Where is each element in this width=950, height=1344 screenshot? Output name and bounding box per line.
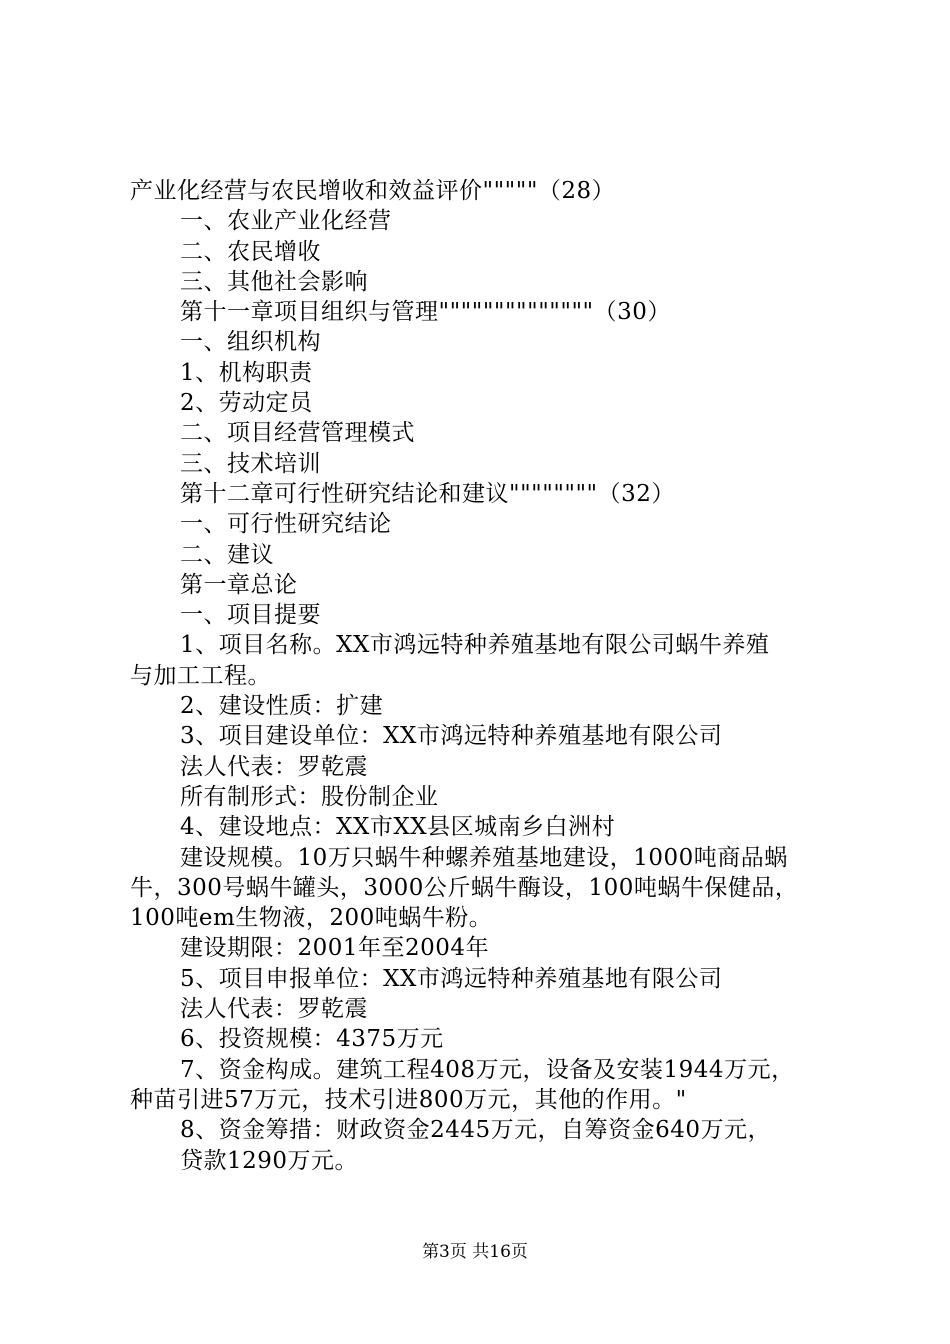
text-line: 二、项目经营管理模式 bbox=[180, 420, 415, 447]
text-line: 建设期限：2001年至2004年 bbox=[180, 935, 490, 962]
text-line: 7、资金构成。建筑工程408万元，设备及安装1944万元， bbox=[180, 1056, 795, 1083]
text-line: 一、可行性研究结论 bbox=[180, 511, 392, 538]
text-line: 5、项目申报单位：XX市鸿远特种养殖基地有限公司 bbox=[180, 965, 723, 992]
text-line: 1、机构职责 bbox=[180, 359, 313, 386]
text-line: 一、农业产业化经营 bbox=[180, 208, 392, 235]
text-line: 法人代表：罗乾震 bbox=[180, 996, 368, 1023]
text-line: 一、组织机构 bbox=[180, 329, 321, 356]
text-line: 二、建议 bbox=[180, 541, 274, 568]
text-line: 牛，300号蜗牛罐头，3000公斤蜗牛酶设，100吨蜗牛保健品， bbox=[130, 874, 799, 901]
document-body bbox=[130, 176, 850, 1176]
text-line: 8、资金筹措：财政资金2445万元，自筹资金640万元， bbox=[180, 1117, 772, 1144]
text-line: 法人代表：罗乾震 bbox=[180, 753, 368, 780]
text-line: 三、其他社会影响 bbox=[180, 268, 368, 295]
text-line: 一、项目提要 bbox=[180, 602, 321, 629]
text-line: 1、项目名称。XX市鸿远特种养殖基地有限公司蜗牛养殖 bbox=[180, 632, 770, 659]
page-footer: 第3页 共16页 bbox=[422, 1242, 528, 1262]
text-line: 贷款1290万元。 bbox=[180, 1147, 359, 1174]
text-line: 4、建设地点：XX市XX县区城南乡白洲村 bbox=[180, 814, 616, 841]
text-line: 建设规模。10万只蜗牛种螺养殖基地建设，1000吨商品蜗 bbox=[180, 844, 788, 871]
text-line: 2、劳动定员 bbox=[180, 390, 313, 417]
text-line: 3、项目建设单位：XX市鸿远特种养殖基地有限公司 bbox=[180, 723, 723, 750]
text-line: 二、农民增收 bbox=[180, 238, 321, 265]
text-line: 第十一章项目组织与管理""""""""""""""（30） bbox=[180, 299, 671, 326]
text-line: 与加工工程。 bbox=[130, 662, 271, 689]
text-line: 6、投资规模：4375万元 bbox=[180, 1026, 444, 1053]
text-line: 第一章总论 bbox=[180, 571, 298, 598]
text-line: 2、建设性质：扩建 bbox=[180, 693, 384, 720]
text-line: 第十二章可行性研究结论和建议""""""""（32） bbox=[180, 480, 675, 507]
text-line: 三、技术培训 bbox=[180, 450, 321, 477]
text-line: 产业化经营与农民增收和效益评价"""""（28） bbox=[130, 178, 616, 204]
text-line: 所有制形式：股份制企业 bbox=[180, 783, 439, 810]
text-line: 种苗引进57万元，技术引进800万元，其他的作用。" bbox=[130, 1086, 687, 1113]
text-line: 100吨em生物液，200吨蜗牛粉。 bbox=[130, 905, 493, 932]
